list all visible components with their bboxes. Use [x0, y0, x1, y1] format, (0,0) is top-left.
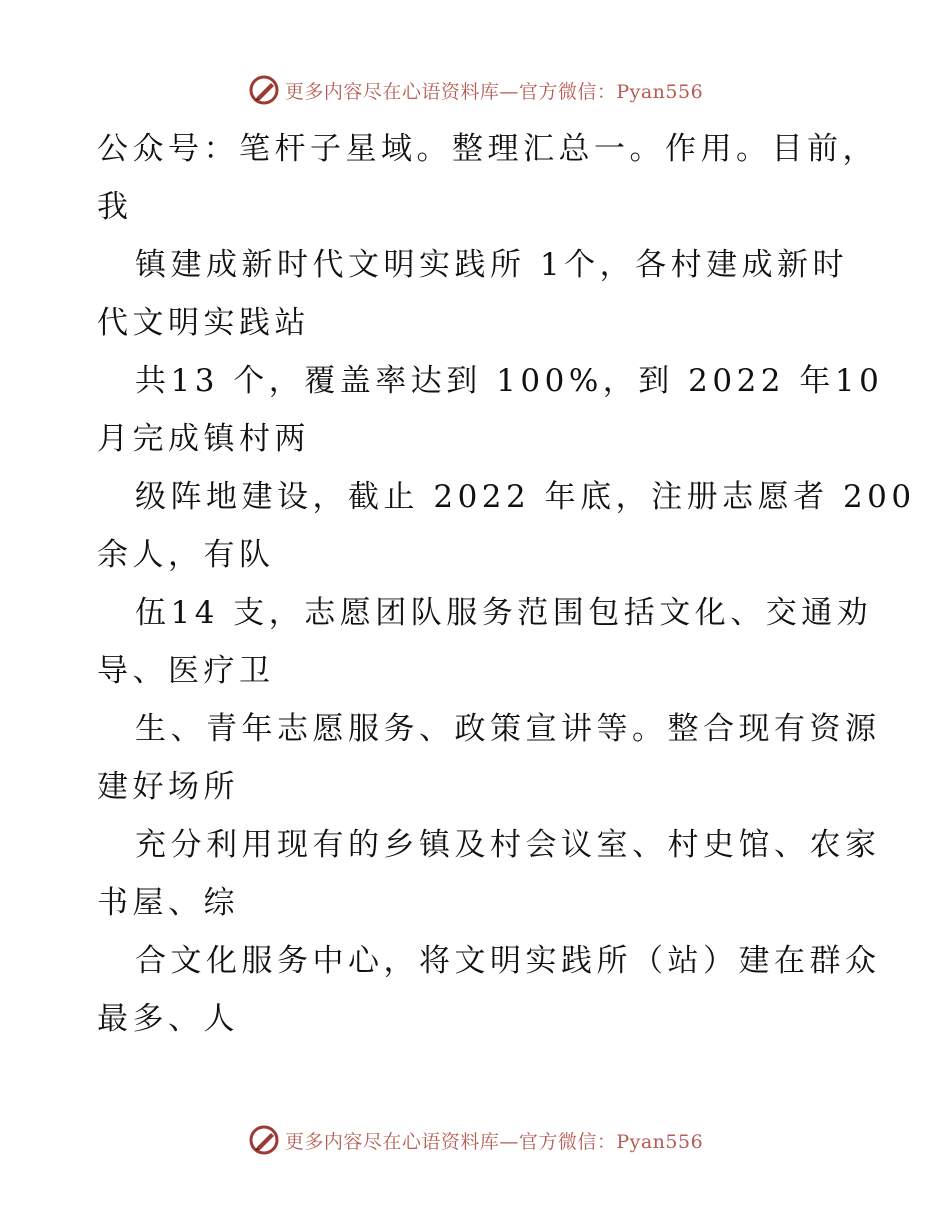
text-line: 合文化服务中心，将文明实践所（站）建在群众 [135, 943, 881, 979]
text-line: 充分利用现有的乡镇及村会议室、村史馆、农家 [135, 827, 881, 863]
pen-logo-icon [247, 1123, 281, 1157]
text-line: 建好场所 [97, 769, 239, 805]
text-line: 我 [97, 189, 133, 225]
text-line: 公众号：笔杆子星域。整理汇总一。作用。目前， [97, 131, 878, 167]
pen-logo-icon [247, 73, 281, 107]
footer-banner-text: 更多内容尽在心语资料库—官方微信：Pyan556 [284, 1130, 704, 1153]
document-body [97, 120, 916, 1048]
text-line: 最多、人 [97, 1001, 239, 1037]
text-line: 代文明实践站 [97, 305, 310, 341]
footer-banner [0, 1120, 950, 1160]
text-line: 导、医疗卫 [97, 653, 275, 689]
text-line: 书屋、综 [97, 885, 239, 921]
header-banner [0, 70, 950, 110]
text-line: 伍14 支，志愿团队服务范围包括文化、交通劝 [135, 595, 873, 631]
text-line: 月完成镇村两 [97, 421, 310, 457]
text-line: 生、青年志愿服务、政策宣讲等。整合现有资源 [135, 711, 881, 747]
header-banner-text: 更多内容尽在心语资料库—官方微信：Pyan556 [284, 80, 704, 103]
text-line: 共13 个，覆盖率达到 100%，到 2022 年10 [135, 363, 884, 399]
text-line: 余人，有队 [97, 537, 275, 573]
text-line: 级阵地建设，截止 2022 年底，注册志愿者 200 [135, 479, 916, 515]
text-line: 镇建成新时代文明实践所 1个，各村建成新时 [135, 247, 849, 283]
